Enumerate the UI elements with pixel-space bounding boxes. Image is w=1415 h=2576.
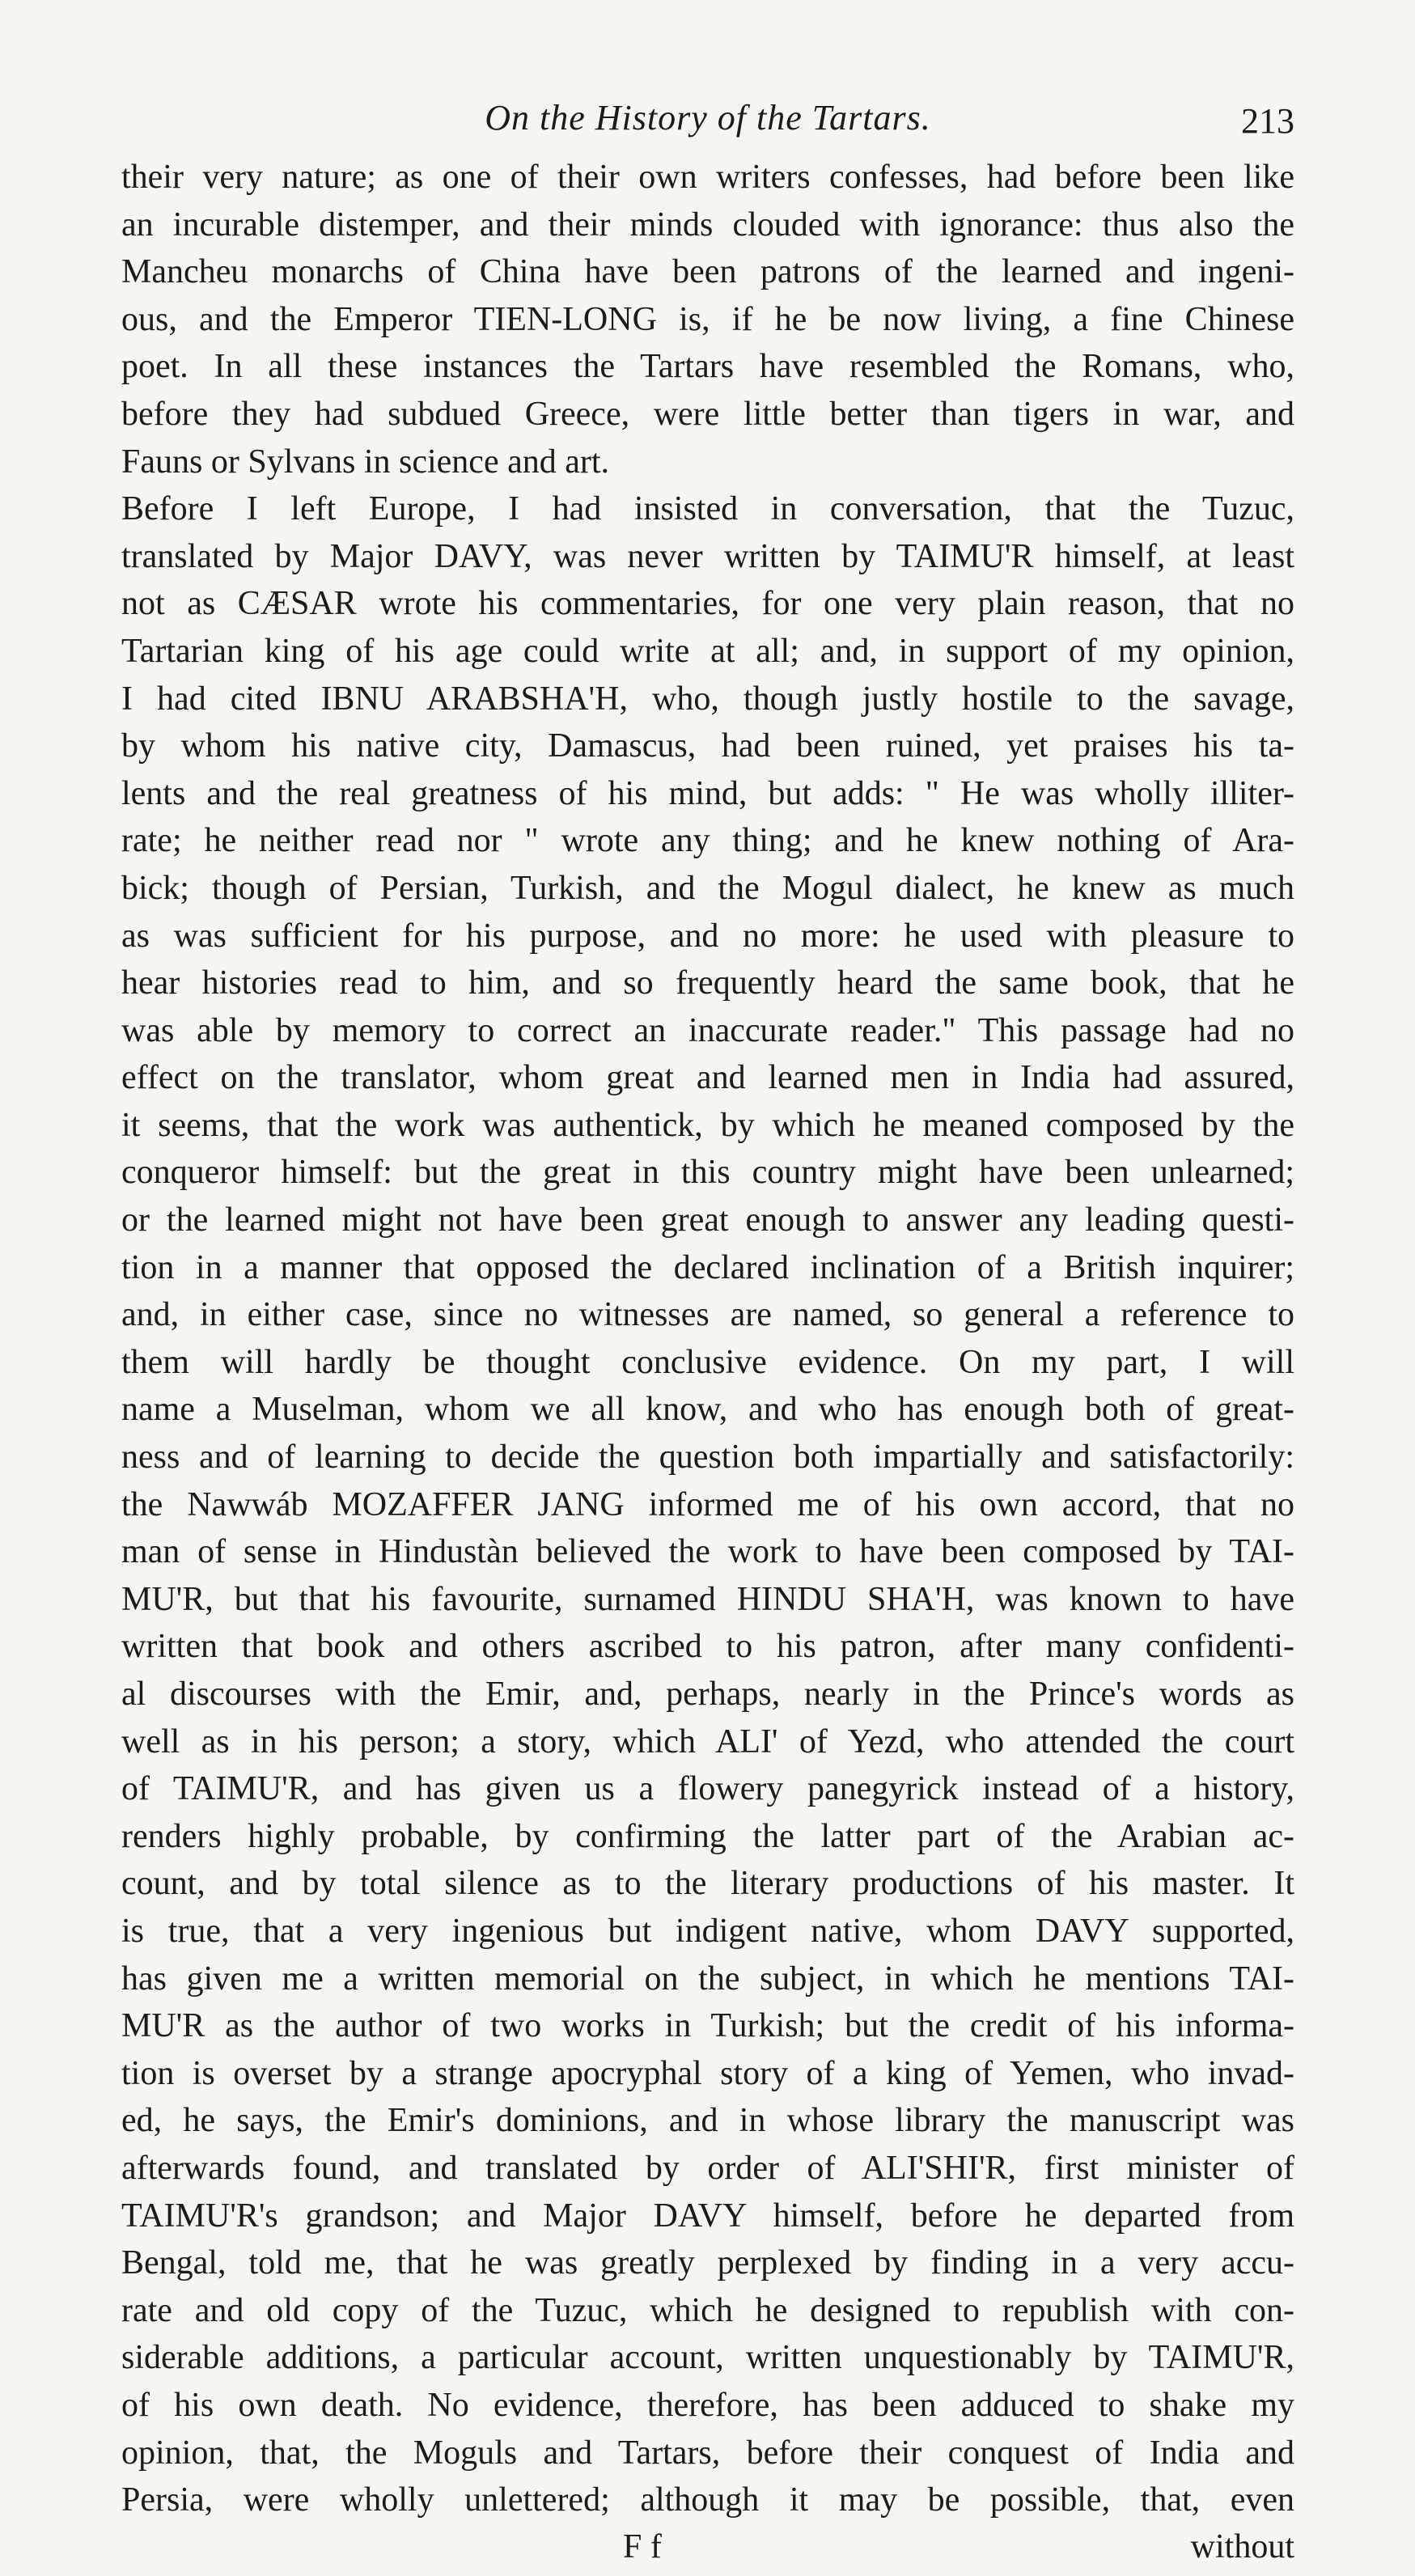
page xyxy=(121,97,1294,2576)
text-line: al discourses with the Emir, and, perhaps, nearly in the Prince's words as xyxy=(121,1676,1294,1713)
text-line: lents and the real greatness of his mind, but adds: " He was wholly illiter- xyxy=(121,774,1294,812)
text-line: and, in either case, since no witnesses are named, so general a reference to xyxy=(121,1296,1294,1334)
text-line: Before I left Europe, I had insisted in conversation, that the Tuzuc, xyxy=(121,490,1294,528)
text-line: hear histories read to him, and so frequently heard the same book, that he xyxy=(121,964,1294,1002)
text-line: not as CÆSAR wrote his commentaries, for one very plain reason, that no xyxy=(121,585,1294,623)
text-line: ness and of learning to decide the question both impartially and satisfactorily: xyxy=(121,1438,1294,1477)
text-line: by whom his native city, Damascus, had been ruined, yet praises his ta- xyxy=(121,727,1294,765)
text-line: them will hardly be thought conclusive evidence. On my part, I will xyxy=(121,1343,1294,1381)
text-line: rate and old copy of the Tuzuc, which he designed to republish with con- xyxy=(121,2291,1294,2329)
text-line: written that book and others ascribed to his patron, after many confidenti- xyxy=(121,1628,1294,1666)
text-line: well as in his person; a story, which ALI' of Yezd, who attended the court xyxy=(121,1722,1294,1760)
text-line: rate; he neither read nor " wrote any thing; and he knew nothing of Ara- xyxy=(121,822,1294,860)
text-line: the Nawwáb MOZAFFER JANG informed me of his own accord, that no xyxy=(121,1485,1294,1523)
text-line: it seems, that the work was authentick, by which he meaned composed by the xyxy=(121,1106,1294,1144)
text-line: bick; though of Persian, Turkish, and the Mogul dialect, he knew as much xyxy=(121,869,1294,907)
text-line: ed, he says, the Emir's dominions, and in whose library the manuscript was xyxy=(121,2102,1294,2140)
text-line: Tartarian king of his age could write at all; and, in support of my opinion, xyxy=(121,632,1294,670)
text-line: or the learned might not have been great enough to answer any leading questi- xyxy=(121,1201,1294,1239)
text-line: poet. In all these instances the Tartars have resembled the Romans, who, xyxy=(121,348,1294,386)
page-number: 213 xyxy=(1241,101,1294,141)
text-line: tion in a manner that opposed the declared inclination of a British inquirer; xyxy=(121,1248,1294,1286)
text-line: TAIMU'R's grandson; and Major DAVY himself, before he departed from xyxy=(121,2197,1294,2235)
text-line: count, and by total silence as to the literary productions of his master. It xyxy=(121,1865,1294,1903)
running-title: On the History of the Tartars. xyxy=(485,98,931,138)
text-line: translated by Major DAVY, was never written by TAIMU'R himself, at least xyxy=(121,537,1294,575)
text-line: afterwards found, and translated by order of ALI'SHI'R, first minister of xyxy=(121,2149,1294,2187)
text-line: MU'R, but that his favourite, surnamed HINDU SHA'H, was known to have xyxy=(121,1580,1294,1618)
text-line: Bengal, told me, that he was greatly perplexed by finding in a very accu- xyxy=(121,2244,1294,2282)
text-line: has given me a written memorial on the subject, in which he mentions TAI- xyxy=(121,1960,1294,1998)
text-line: renders highly probable, by confirming the latter part of the Arabian ac- xyxy=(121,1817,1294,1855)
catchword: without xyxy=(1190,2527,1294,2565)
text-line: was able by memory to correct an inaccurate reader." This passage had no xyxy=(121,1011,1294,1049)
text-line: before they had subdued Greece, were little better than tigers in war, and xyxy=(121,395,1294,433)
text-line: man of sense in Hindustàn believed the work to have been composed by TAI- xyxy=(121,1533,1294,1571)
text-line: ous, and the Emperor TIEN-LONG is, if he be now living, a fine Chinese xyxy=(121,300,1294,338)
text-line: their very nature; as one of their own writers confesses, had before been like xyxy=(121,159,1294,196)
text-line: Persia, were wholly unlettered; although it may be possible, that, even xyxy=(121,2481,1294,2519)
text-line: opinion, that, the Moguls and Tartars, before their conquest of India and xyxy=(121,2434,1294,2472)
body-text xyxy=(121,154,1294,2524)
text-line: effect on the translator, whom great and learned men in India had assured, xyxy=(121,1059,1294,1097)
text-line: of TAIMU'R, and has given us a flowery panegyrick instead of a history, xyxy=(121,1770,1294,1808)
text-line: tion is overset by a strange apocryphal story of a king of Yemen, who invad- xyxy=(121,2054,1294,2092)
signature-mark: F f xyxy=(623,2527,662,2565)
text-line: name a Muselman, whom we all know, and who has enough both of great- xyxy=(121,1391,1294,1429)
text-line: is true, that a very ingenious but indigent native, whom DAVY supported, xyxy=(121,1912,1294,1950)
text-line: an incurable distemper, and their minds clouded with ignorance: thus also the xyxy=(121,205,1294,244)
text-line: Mancheu monarchs of China have been patrons of the learned and ingeni- xyxy=(121,253,1294,291)
text-line: MU'R as the author of two works in Turkish; but the credit of his informa- xyxy=(121,2007,1294,2045)
text-line: siderable additions, a particular account, written unquestionably by TAIMU'R, xyxy=(121,2339,1294,2377)
text-line: as was sufficient for his purpose, and no more: he used with pleasure to xyxy=(121,917,1294,955)
text-line: Fauns or Sylvans in science and art. xyxy=(121,443,610,481)
text-line: I had cited IBNU ARABSHA'H, who, though justly hostile to the savage, xyxy=(121,680,1294,718)
text-line: conqueror himself: but the great in this country might have been unlearned; xyxy=(121,1154,1294,1192)
page-footer xyxy=(121,2527,1294,2576)
text-line: of his own death. No evidence, therefore, has been adduced to shake my xyxy=(121,2386,1294,2424)
page-header xyxy=(121,97,1294,149)
